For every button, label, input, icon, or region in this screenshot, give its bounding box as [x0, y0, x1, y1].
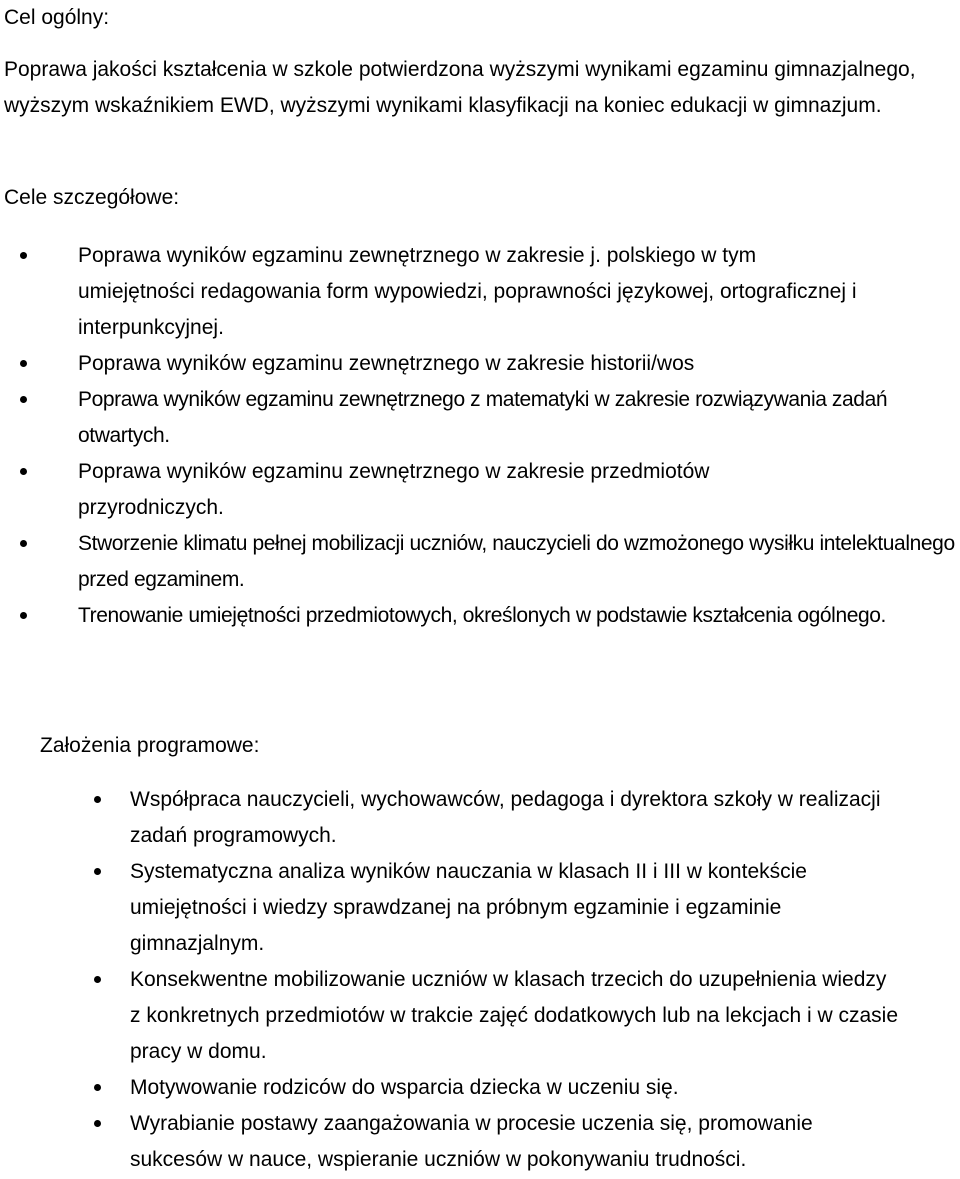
list-item [78, 382, 960, 454]
list-item-text: Trenowanie umiejętności przedmiotowych, określonych w podstawie kształcenia ogólnego. [78, 604, 886, 627]
list-item [78, 238, 858, 346]
list-item [130, 782, 900, 854]
bullet-icon [94, 796, 101, 803]
bullet-icon [20, 396, 27, 403]
list-item-text: Konsekwentne mobilizowanie uczniów w klasach trzecich do uzupełnienia wiedzy z konkretnych przedmiotów w trakcie zajęć dodatkowych lub na lekcjach i w czasie pracy w domu. [130, 968, 899, 1063]
list-item [130, 962, 900, 1070]
list-item-text: Poprawa wyników egzaminu zewnętrznego w zakresie historii/wos [78, 352, 695, 375]
list-item [78, 526, 960, 598]
general-goal-text: Poprawa jakości kształcenia w szkole potwierdzona wyższymi wynikami egzaminu gimnazjalnego, wyższym wskaźnikiem EWD, wyższymi wynikami klasyfikacji na koniec edukacji w gimnazjum. [4, 58, 916, 117]
bullet-icon [94, 976, 101, 983]
bullet-icon [20, 252, 27, 259]
bullet-icon [94, 1084, 101, 1091]
bullet-icon [20, 540, 27, 547]
bullet-icon [94, 868, 101, 875]
program-assumptions-heading: Założenia programowe: [40, 734, 260, 757]
list-item-text: Współpraca nauczycieli, wychowawców, pedagoga i dyrektora szkoły w realizacji zadań programowych. [130, 788, 881, 847]
bullet-icon [20, 360, 27, 367]
list-item [78, 598, 960, 634]
list-item-text: Systematyczna analiza wyników nauczania w klasach II i III w kontekście umiejętności i wiedzy sprawdzanej na próbnym egzaminie i egzaminie gimnazjalnym. [130, 860, 807, 955]
list-item [130, 854, 900, 962]
general-goal-heading: Cel ogólny: [4, 6, 110, 29]
list-item [78, 454, 818, 526]
list-item-text: Motywowanie rodziców do wsparcia dziecka w uczeniu się. [130, 1076, 679, 1099]
program-assumptions-list [130, 782, 900, 1178]
list-item-text: Wyrabianie postawy zaangażowania w procesie uczenia się, promowanie sukcesów w nauce, wspieranie uczniów w pokonywaniu trudności. [130, 1112, 813, 1171]
list-item [130, 1106, 900, 1178]
list-item-text: Poprawa wyników egzaminu zewnętrznego w zakresie j. polskiego w tym umiejętności redagowania form wypowiedzi, poprawności językowej, ortograficznej i interpunkcyjnej. [78, 244, 857, 339]
list-item-text: Stworzenie klimatu pełnej mobilizacji uczniów, nauczycieli do wzmożonego wysiłku intelektualnego przed egzaminem. [78, 532, 955, 591]
list-item-text: Poprawa wyników egzaminu zewnętrznego z matematyki w zakresie rozwiązywania zadań otwartych. [78, 388, 888, 447]
bullet-icon [94, 1120, 101, 1127]
list-item-text: Poprawa wyników egzaminu zewnętrznego w zakresie przedmiotów przyrodniczych. [78, 460, 710, 519]
bullet-icon [20, 612, 27, 619]
bullet-icon [20, 468, 27, 475]
specific-goals-heading: Cele szczegółowe: [4, 186, 180, 209]
list-item [130, 1070, 900, 1106]
specific-goals-list [78, 238, 960, 634]
list-item [78, 346, 960, 382]
